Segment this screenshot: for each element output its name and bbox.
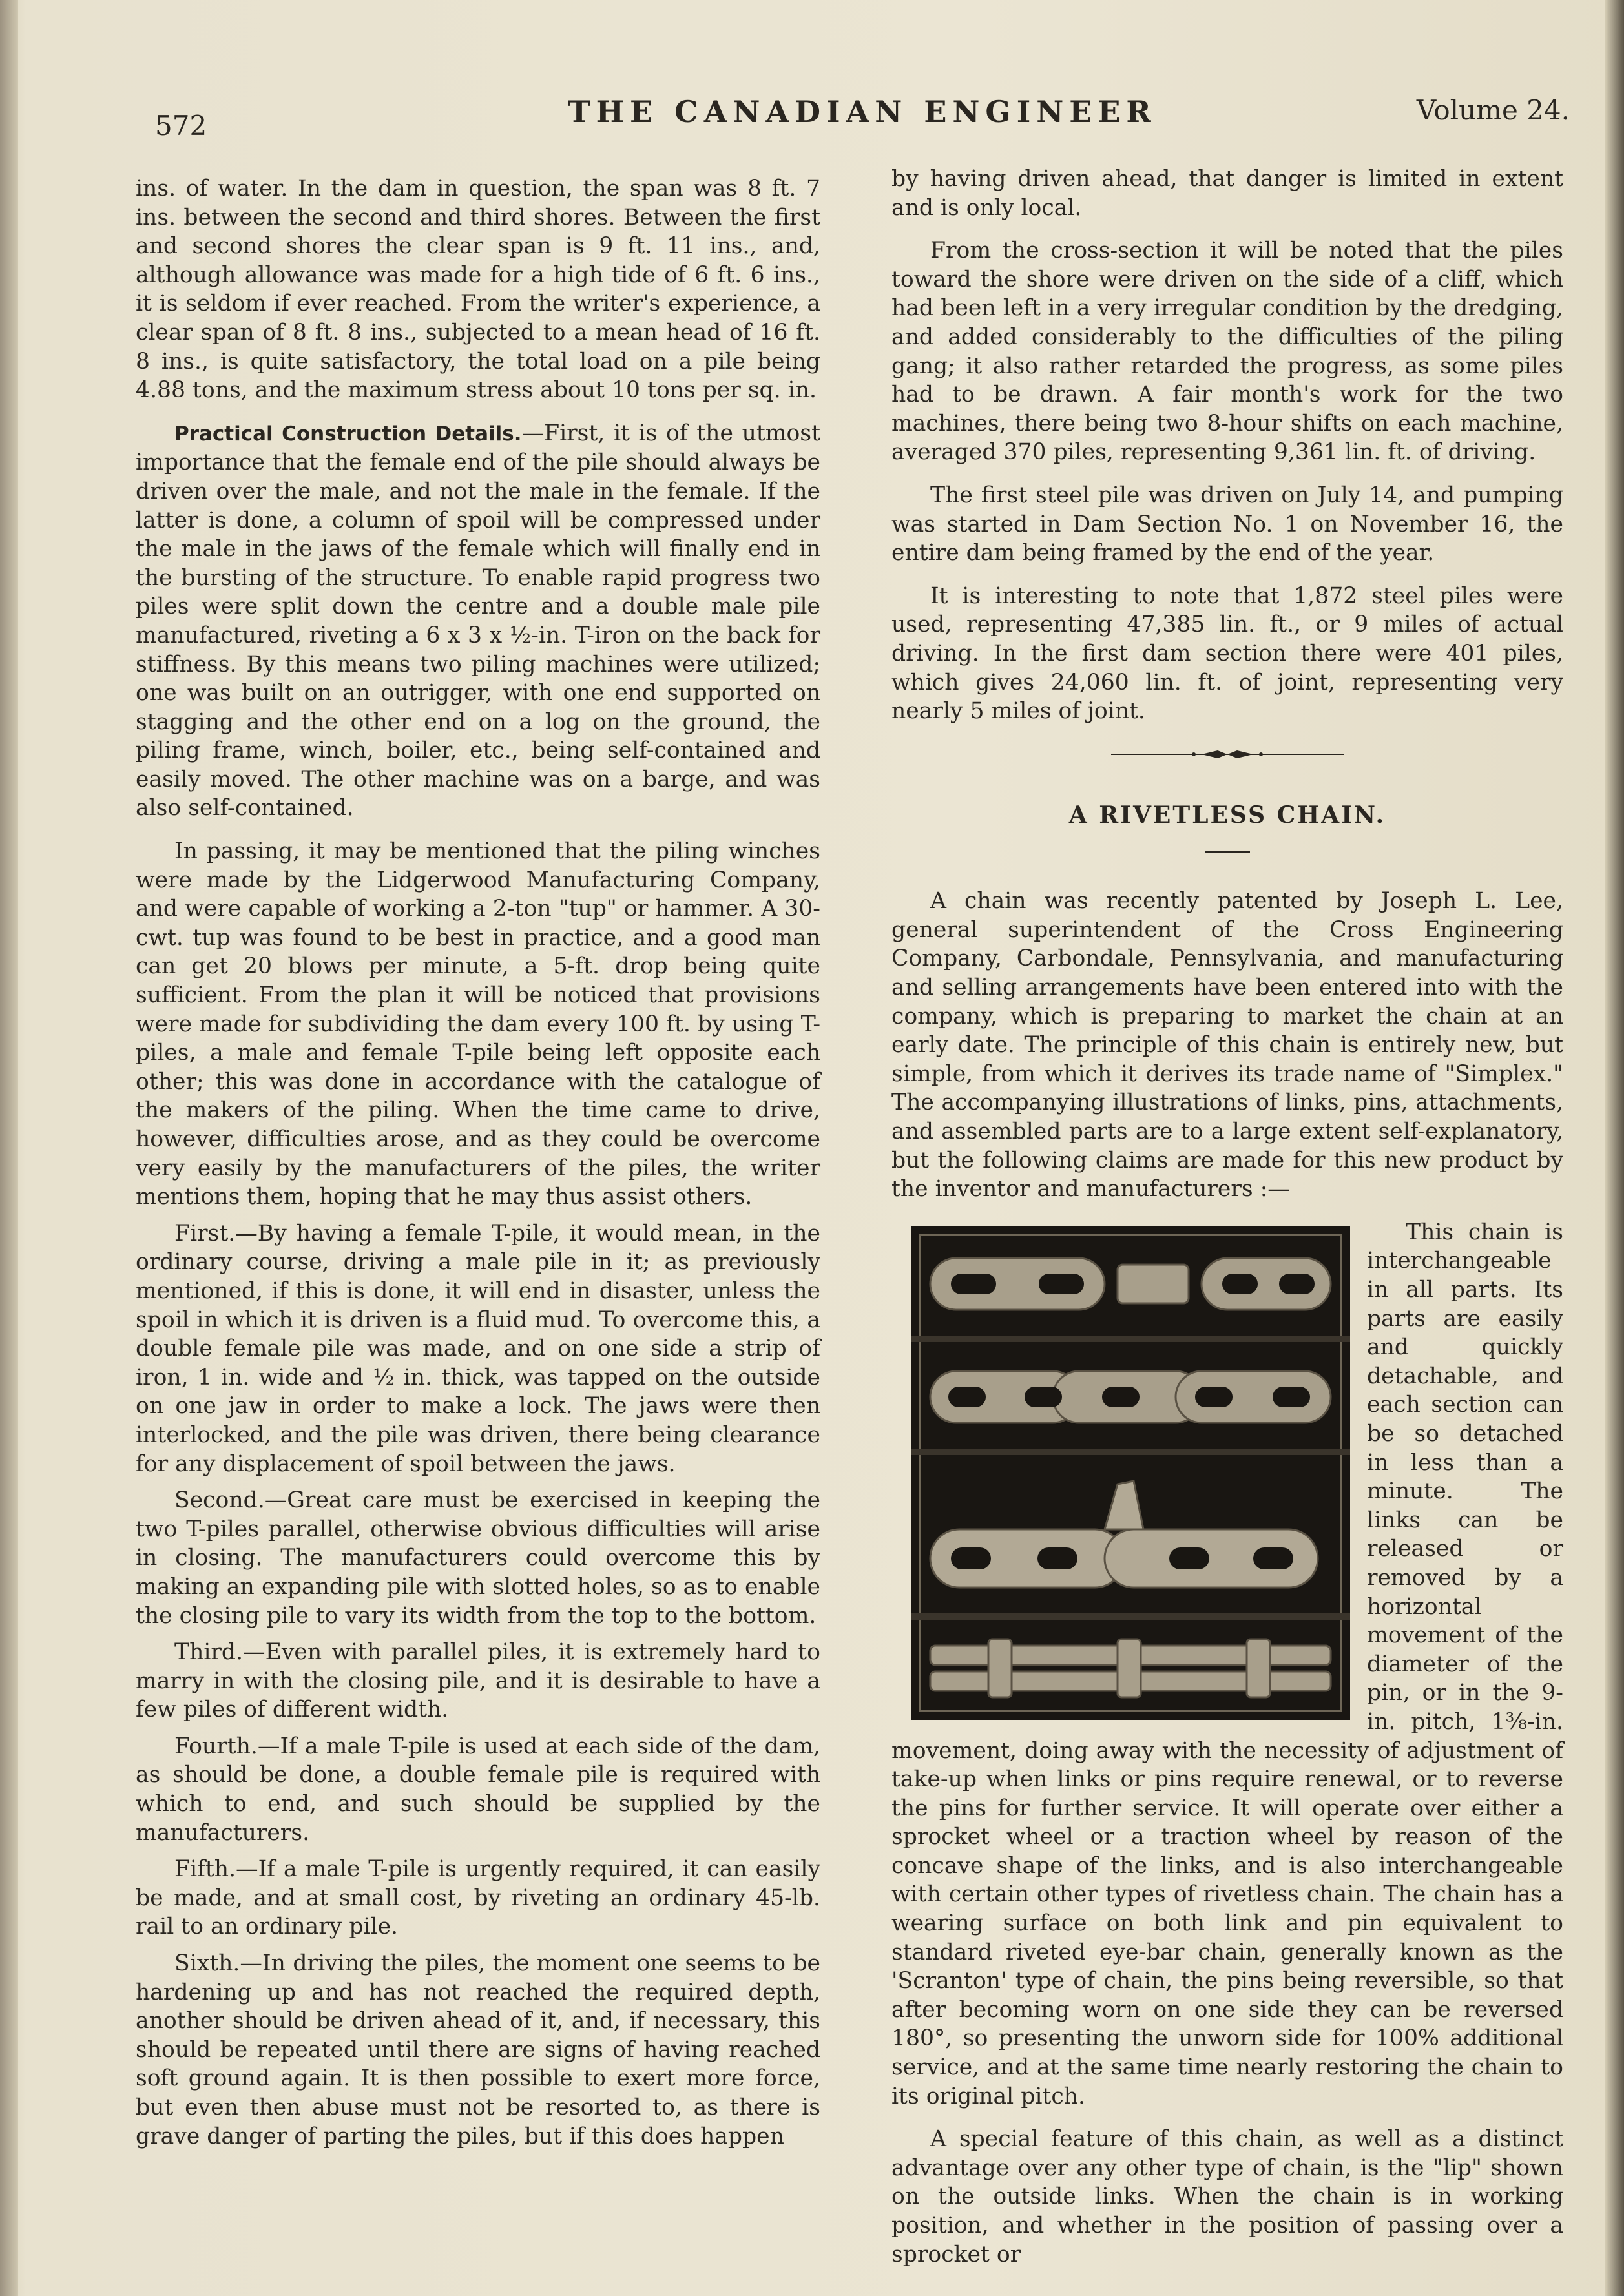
paragraph-with-figure bbox=[891, 1218, 1563, 2111]
paragraph: by having driven ahead, that danger is limited in extent and is only local. bbox=[891, 166, 1563, 221]
paragraph-fourth: Fourth.—If a male T-pile is used at each side of the dam, as should be done, a double female pile is required with which to end, and such should be supplied by the manufacturers. bbox=[136, 1733, 820, 1846]
paragraph-third: Third.—Even with parallel piles, it is extremely hard to marry in with the closing pile, and it is desirable to have a few piles of different width. bbox=[136, 1639, 820, 1723]
article-title: A RIVETLESS CHAIN. bbox=[1068, 801, 1386, 829]
chain-section bbox=[891, 1218, 1563, 2111]
journal-title: THE CANADIAN ENGINEER bbox=[568, 94, 1157, 129]
paragraph: The first steel pile was driven on July 14, and pumping was started in Dam Section No. 1 on November 16, the entire dam being framed by the end of the year. bbox=[891, 482, 1563, 566]
paragraph-first: First.—By having a female T-pile, it would mean, in the ordinary course, driving a male pile in it; as previously mentioned, if this is done, it will end in disaster, unless the spoil in which it is driven is a fluid mud. To overcome this, a double female pile was made, and on one side a strip of iron, 1 in. wide and ½ in. thick, was tapped on the outside on one jaw in order to make a lock. The jaws were then interlocked, and the pile was driven, there being clearance for any displacement of spoil between the jaws. bbox=[136, 1220, 820, 1477]
paragraph: ins. of water. In the dam in question, the span was 8 ft. 7 ins. between the second and third shores. Between the first and second shores the clear span is 9 ft. 11 ins., and, although allowance was made for a high tide of 6 ft. 6 ins., it is seldom if ever reached. From the writer's experience, a clear span of 8 ft. 8 ins., subjected to a mean head of 16 ft. 8 ins., is quite satisfactory, the total load on a pile being 4.88 tons, and the maximum stress about 10 tons per sq. in. bbox=[136, 176, 820, 404]
paragraph-second: Second.—Great care must be exercised in keeping the two T-piles parallel, otherwise obvious difficulties will arise in closing. The manufacturers could overcome this by making an expanding pile with slotted holes, so as to enable the closing pile to vary its width from the top to the bottom. bbox=[136, 1487, 820, 1629]
paragraph-fifth: Fifth.—If a male T-pile is urgently required, it can easily be made, and at small cost, by riveting an ordinary 45-lb. rail to an ordinary pile. bbox=[136, 1856, 820, 1940]
page-edge-shadow bbox=[1605, 0, 1624, 2296]
ornamental-divider bbox=[1111, 748, 1344, 761]
volume-label: Volume 24. bbox=[1416, 94, 1570, 126]
binding-edge bbox=[0, 0, 18, 2296]
left-column bbox=[136, 174, 820, 2151]
right-column bbox=[891, 165, 1563, 2269]
paragraph-sixth: Sixth.—In driving the piles, the moment one seems to be hardening up and has not reached the required depth, another should be driven ahead of it, and, if necessary, this should be repeated until there are signs of having reached soft ground again. It is then possible to exert more force, but even then abuse must not be resorted to, as there is grave danger of parting the piles, but if this does happen bbox=[136, 1950, 820, 2149]
page-number: 572 bbox=[155, 110, 207, 141]
chain-row-4 bbox=[930, 1639, 1331, 1697]
paragraph-text: —First, it is of the utmost importance that the female end of the pile should always be driven over the male, and not the male in the female. If the latter is done, a column of spoil will be compressed under the male in the jaws of the female which will finally end in the bursting of the structure. To enable rapid progress two piles were split down the centre and a double male pile manufactured, riveting a 6 x 3 x ½-in. T-iron on the back for stiffness. By this means two piling machines were utilized; one was built on an outrigger, with one end supported on stagging and the other end on a log on the ground, the piling frame, winch, boiler, etc., being self-contained and easily moved. The other machine was on a barge, and was also self-contained. bbox=[136, 420, 820, 822]
paragraph: A chain was recently patented by Joseph L. Lee, general superintendent of the Cross Engineering Company, Carbondale, Pennsylvania, and manufacturing and selling arrangements have been entered into with the company, which is preparing to market the chain at an early date. The principle of this chain is entirely new, but simple, from which it derives its trade name of "Simplex." The accompanying illustrations of links, pins, attachments, and assembled parts are to a large extent self-explanatory, but the following claims are made for this new product by the inventor and manufacturers :— bbox=[891, 888, 1563, 1203]
paragraph: From the cross-section it will be noted that the piles toward the shore were driven on the side of a cliff, which had been left in a very irregular condition by the dredging, and added considerably to the difficulties of the piling gang; it also rather retarded the progress, as some piles had to be drawn. A fair month's work for the two machines, there being two 8-hour shifts on each machine, averaged 370 piles, representing 9,361 lin. ft. of driving. bbox=[891, 238, 1563, 466]
running-header bbox=[155, 90, 1570, 141]
paragraph: It is interesting to note that 1,872 steel piles were used, representing 47,385 lin. ft., or 9 miles of actual driving. In the first dam section there were 401 piles, which gives 24,060 lin. ft. of joint, representing very nearly 5 miles of joint. bbox=[891, 583, 1563, 725]
chain-links-photo bbox=[911, 1226, 1350, 1720]
section-heading: Practical Construction Details. bbox=[174, 422, 522, 446]
paragraph: In passing, it may be mentioned that the piling winches were made by the Lidgerwood Manufacturing Company, and were capable of working a 2-ton "tup" or hammer. A 30-cwt. tup was found to be best in practice, and a good man can get 20 blows per minute, a 5-ft. drop being quite sufficient. From the plan it will be noticed that provisions were made for subdividing the dam every 100 ft. by using T-piles, a male and female T-pile being left opposite each other; this was done in accordance with the catalogue of the makers of the piling. When the time came to drive, however, difficulties arose, and as they could be overcome very easily by the manufacturers of the piles, the writer mentions them, hoping that he may thus assist others. bbox=[136, 838, 820, 1210]
paragraph: A special feature of this chain, as well as a distinct advantage over any other type of chain, is the "lip" shown on the outside links. When the chain is in working position, and whether in the position of passing over a sprocket or bbox=[891, 2126, 1563, 2268]
paragraph-text: This chain is interchangeable in all parts. Its parts are easily and quickly detachable, and each section can be so detached in less than a minute. The links can be released or removed by a horizontal movement of the diameter of the pin, or in the 9-in. pitch, 1⅜-in. movement, doing away with the necessity of adjustment of take-up when links or pins require renewal, or to reverse the pins for further service. It will operate over either a sprocket wheel or a traction wheel by reason of the concave shape of the links, and is also interchangeable with certain other types of rivetless chain. The chain has a wearing surface on both link and pin equivalent to standard riveted eye-bar chain, generally known as the 'Scranton' type of chain, the pins being reversible, so that after becoming worn on one side they can be reversed 180°, so presenting the unworn side for 100% additional service, and at the same time nearly restoring the chain to its original pitch. bbox=[891, 1219, 1563, 2109]
title-rule bbox=[1205, 851, 1250, 853]
chain-illustration bbox=[911, 1226, 1350, 1720]
paragraph-practical-construction bbox=[136, 419, 820, 823]
